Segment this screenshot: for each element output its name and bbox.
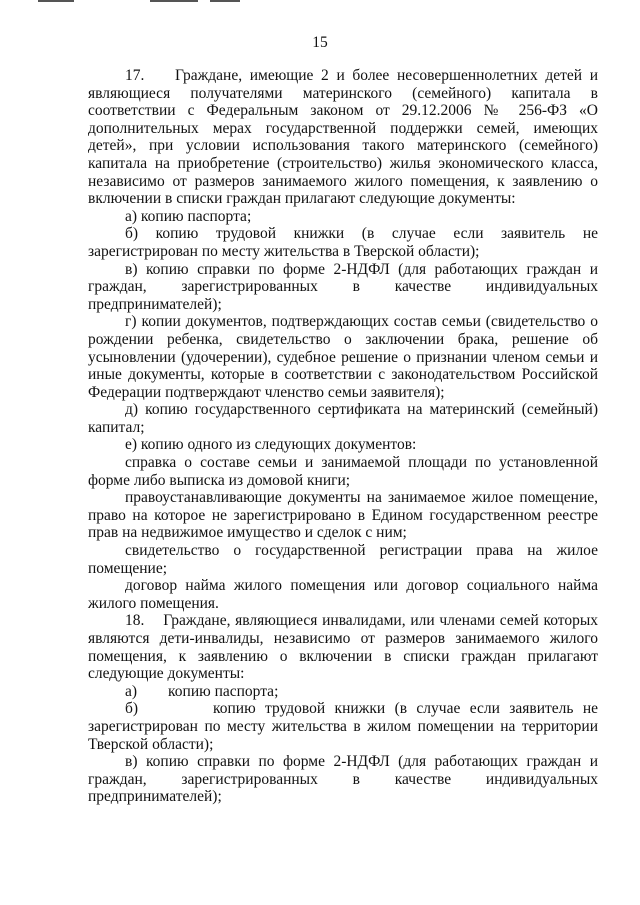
list-item-a-18: а) копию паспорта; (125, 682, 279, 700)
list-item-v: в) копию справки по форме 2-НДФЛ (для работающих граждан и граждан, зарегистрированных в качестве индивидуальных предпринимателей); (88, 260, 598, 313)
document-option-2: правоустанавливающие документы на занимаемое жилое помещение, право на которое не зарегистрировано в Едином государственном реестре прав на недвижимое имущество и сделок с ним; (88, 489, 598, 542)
list-item-g: г) копии документов, подтверждающих состав семьи (свидетельство о рождении ребенка, свидетельство о заключении брака, решение об усыновлении (удочерении), судебное решение о признании членом семьи и иные документы, которые в соответствии с законодательством Российской Федерации подтверждают членство семьи заявителя); (88, 313, 598, 401)
list-item-e: е) копию одного из следующих документов: (125, 436, 417, 454)
document-body (88, 67, 598, 806)
list-item-d: д) копию государственного сертификата на материнский (семейный) капитал; (88, 401, 598, 436)
scan-edge-marks (0, 0, 640, 6)
list-item-v-18: в) копию справки по форме 2-НДФЛ (для работающих граждан и граждан, зарегистрированных в качестве индивидуальных предпринимателей); (88, 753, 598, 806)
list-item-b-18: б) копию трудовой книжки (в случае если заявитель не зарегистрирован по месту жительства в жилом помещении на территории Тверской области); (88, 700, 598, 753)
document-option-4: договор найма жилого помещения или договор социального найма жилого помещения. (88, 577, 598, 612)
paragraph-18: 18. Граждане, являющиеся инвалидами, или членами семей которых являются дети-инвалиды, независимо от размеров занимаемого жилого помещения, к заявлению о включении в списки граждан прилагают следующие документы: (88, 612, 598, 683)
list-item-a: а) копию паспорта; (125, 207, 252, 225)
document-option-3: свидетельство о государственной регистрации права на жилое помещение; (88, 542, 598, 577)
list-item-b: б) копию трудовой книжки (в случае если заявитель не зарегистрирован по месту жительства в Тверской области); (88, 225, 598, 260)
paragraph-17: 17. Граждане, имеющие 2 и более несовершеннолетних детей и являющиеся получателями материнского (семейного) капитала в соответствии с Федеральным законом от 29.12.2006 № 256-ФЗ «О дополнительных мерах государственной поддержки семей, имеющих детей», при условии использования такого материнского (семейного) капитала на приобретение (строительство) жилья экономического класса, независимо от размеров занимаемого жилого помещения, к заявлению о включении в списки граждан прилагают следующие документы: (88, 67, 598, 208)
page-number: 15 (312, 34, 328, 51)
document-option-1: справка о составе семьи и занимаемой площади по установленной форме либо выписка из домовой книги; (88, 454, 598, 489)
